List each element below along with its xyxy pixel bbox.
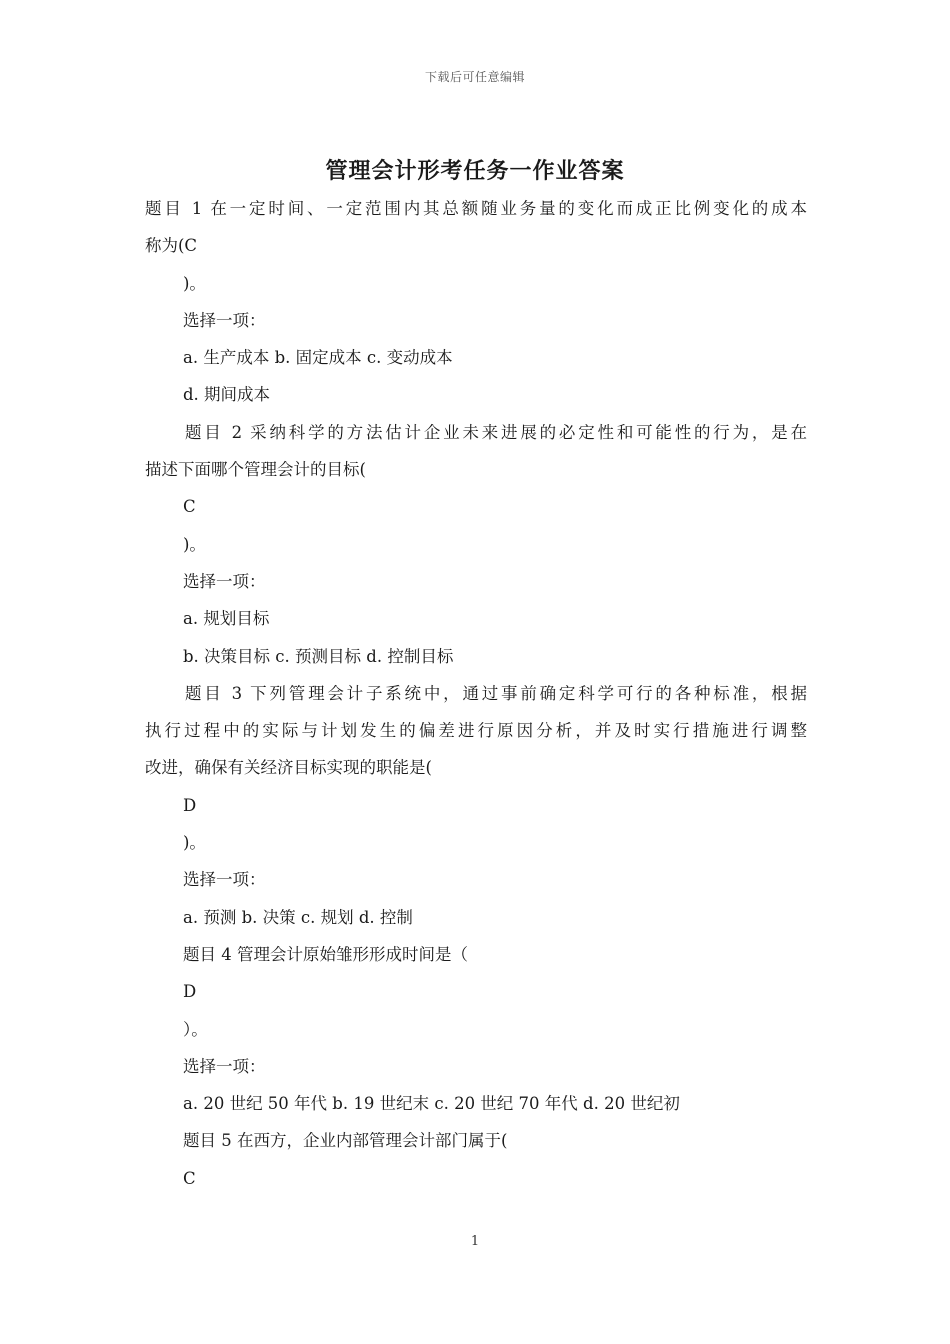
question-4-prompt: 选择一项： <box>183 1056 266 1076</box>
question-5-stem-line-1: 题目 5 在西方，企业内部管理会计部门属于( <box>183 1131 508 1151</box>
question-2-close: )。 <box>183 534 206 554</box>
document-body <box>145 190 807 1197</box>
question-3-stem-line-2: 执行过程中的实际与计划发生的偏差进行原因分析，并及时实行措施进行调整 <box>145 721 807 741</box>
question-4-stem-line-1: 题目 4 管理会计原始雏形形成时间是（ <box>183 944 468 964</box>
question-3-stem-line-1: 题目 3 下列管理会计子系统中，通过事前确定科学可行的各种标准，根据 <box>185 683 807 703</box>
page-header: 下载后可任意编辑 <box>424 70 525 84</box>
question-4-close: ）。 <box>183 1019 208 1039</box>
question-2-answer: C <box>183 497 196 517</box>
question-1-stem-line-1: 题目 1 在一定时间、一定范围内其总额随业务量的变化而成正比例变化的成本 <box>145 199 807 218</box>
question-1-prompt: 选择一项： <box>183 310 266 330</box>
document-title: 管理会计形考任务一作业答案 <box>325 158 625 184</box>
question-4-answer: D <box>183 982 197 1002</box>
question-3-options-line-1: a. 预测 b. 决策 c. 规划 d. 控制 <box>183 907 413 927</box>
question-2-stem-line-1: 题目 2 采纳科学的方法估计企业未来进展的必定性和可能性的行为，是在 <box>185 422 807 442</box>
question-4-options-line-1: a. 20 世纪 50 年代 b. 19 世纪末 c. 20 世纪 70 年代 d. 20 世纪初 <box>183 1094 680 1114</box>
question-1-stem-line-2: 称为(C <box>145 236 198 256</box>
question-5-answer: C <box>183 1168 196 1188</box>
question-1-close: )。 <box>183 273 206 293</box>
question-3-prompt: 选择一项： <box>183 870 266 890</box>
question-2-options-line-2: b. 决策目标 c. 预测目标 d. 控制目标 <box>183 646 454 666</box>
question-3-close: )。 <box>183 833 206 853</box>
question-1-options-line-2: d. 期间成本 <box>183 385 271 405</box>
question-2-prompt: 选择一项： <box>183 571 266 591</box>
question-2-stem-line-2: 描述下面哪个管理会计的目标( <box>145 460 366 480</box>
page-number: 1 <box>470 1234 480 1249</box>
question-3-stem-line-3: 改进，确保有关经济目标实现的职能是( <box>145 758 432 778</box>
question-1-options-line-1: a. 生产成本 b. 固定成本 c. 变动成本 <box>183 348 453 368</box>
question-2-options-line-1: a. 规划目标 <box>183 609 270 629</box>
question-3-answer: D <box>183 795 197 815</box>
